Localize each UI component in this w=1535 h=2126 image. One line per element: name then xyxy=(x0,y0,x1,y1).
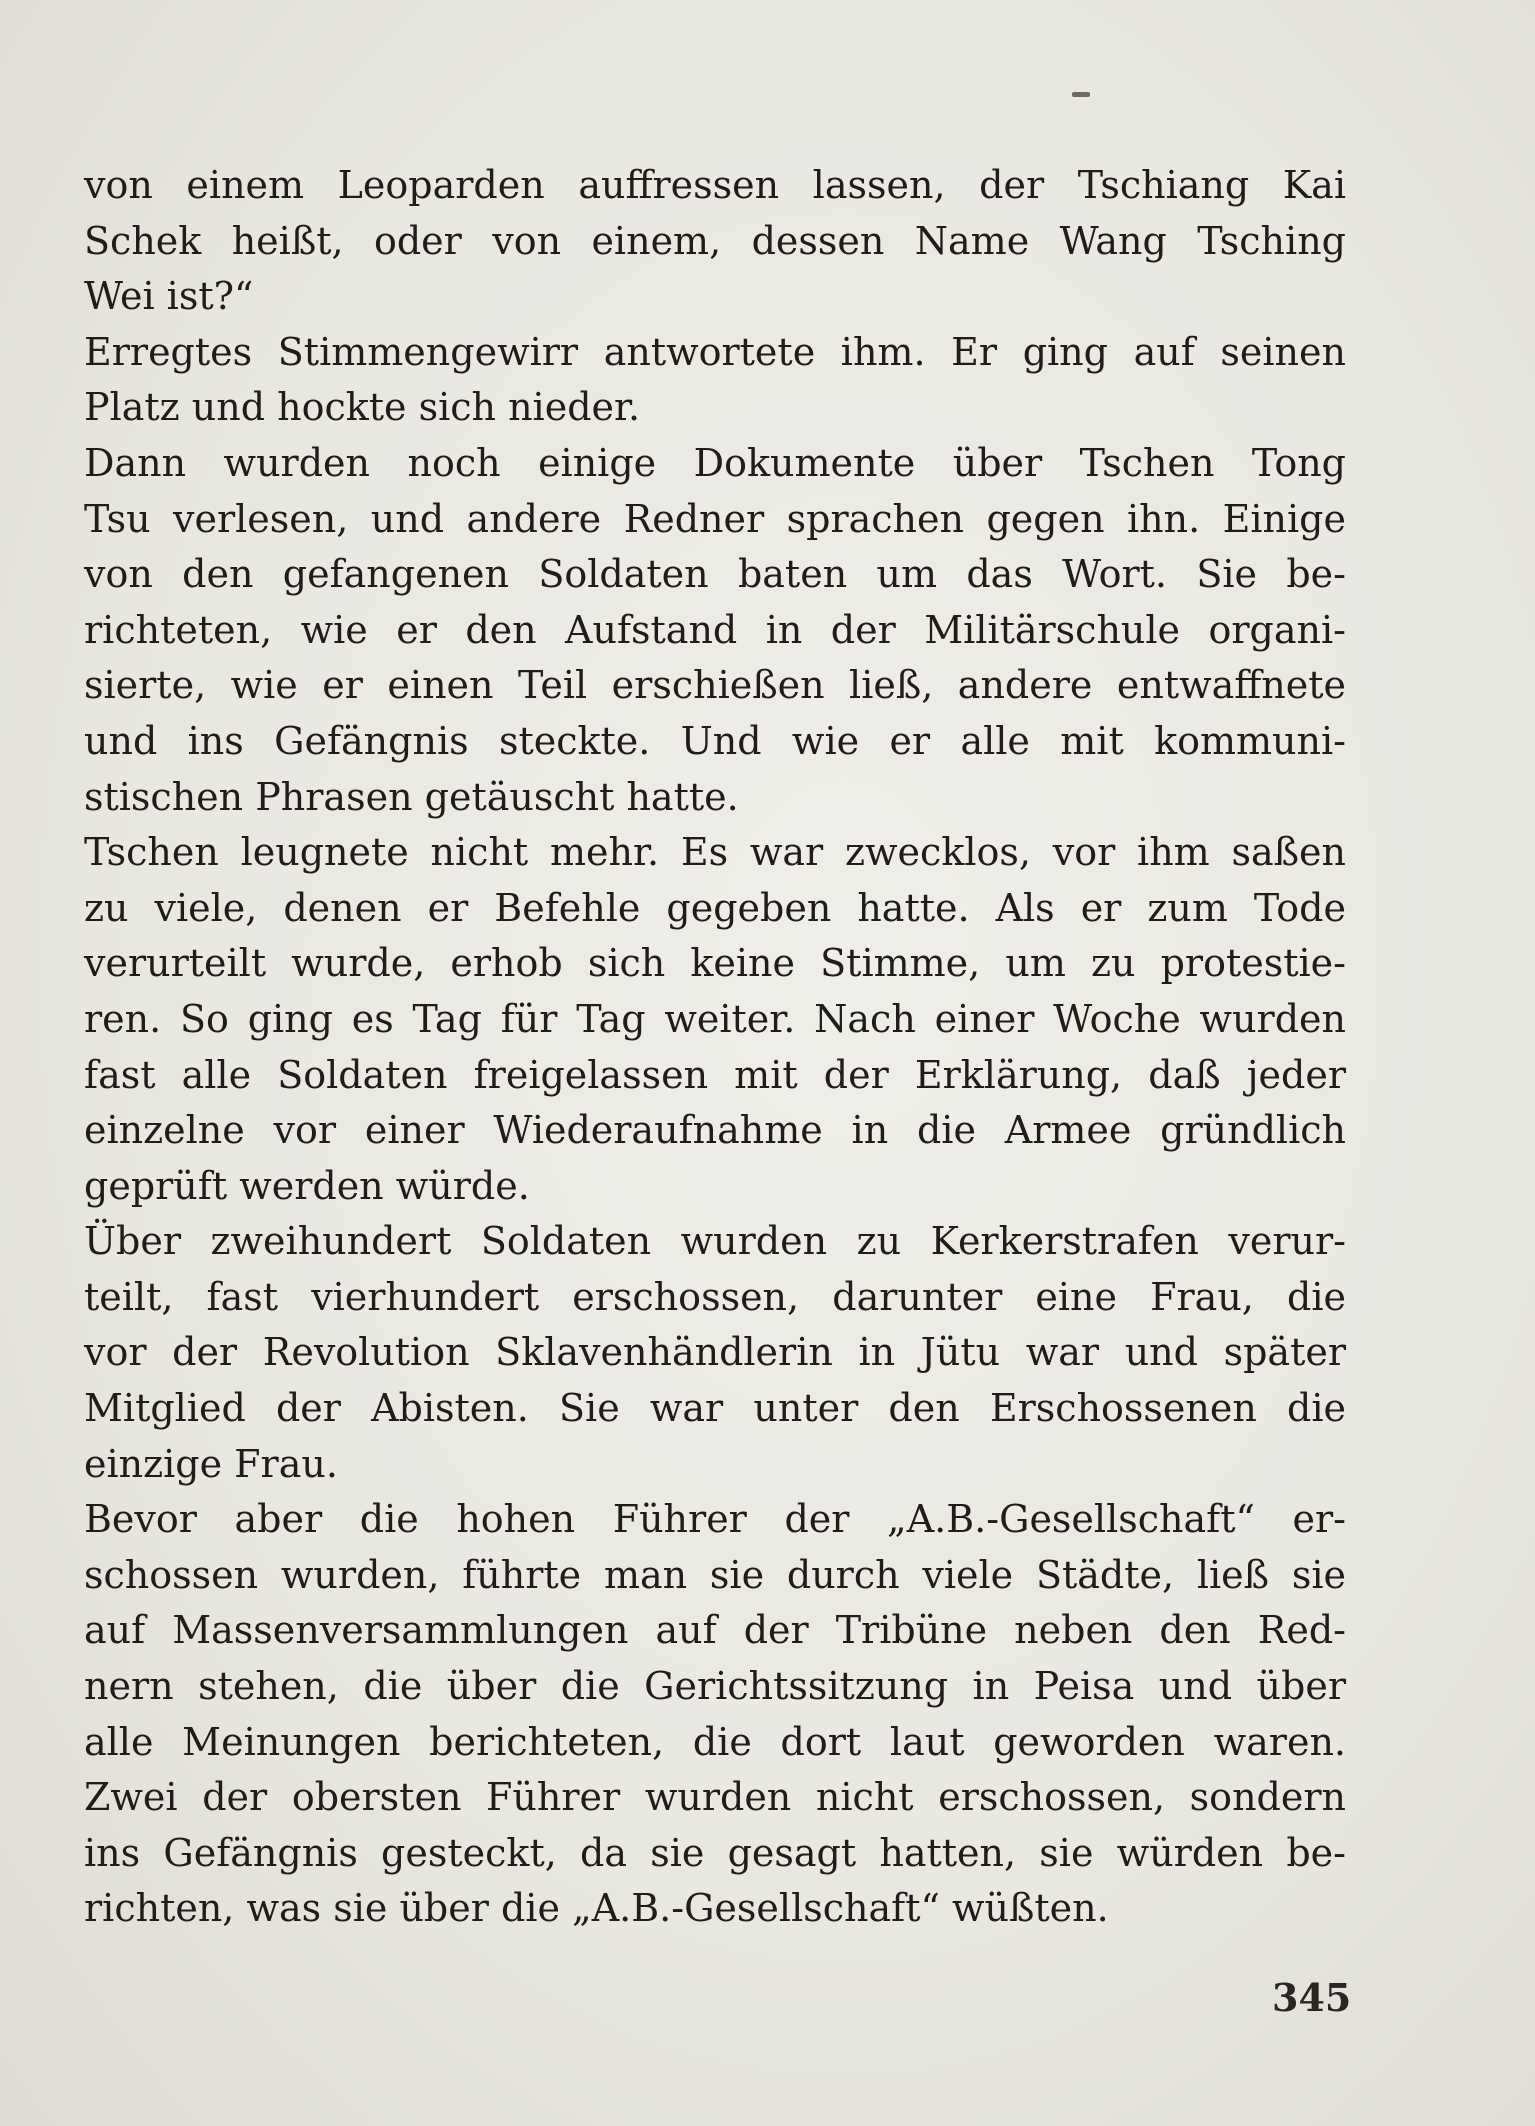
text-line: Tschen leugnete nicht mehr. Es war zwecklos, vor ihm saßen xyxy=(84,830,1346,875)
paragraph xyxy=(84,825,1346,1214)
paragraph xyxy=(84,436,1346,825)
paragraph xyxy=(84,158,1346,325)
text-line: Tsu verlesen, und andere Redner sprachen gegen ihn. Einige xyxy=(84,496,1346,541)
text-line: und ins Gefängnis steckte. Und wie er alle mit kommuni- xyxy=(84,718,1346,763)
text-line: Erregtes Stimmengewirr antwortete ihm. Er ging auf seinen xyxy=(84,329,1346,374)
text-line: Über zweihundert Soldaten wurden zu Kerkerstrafen verur- xyxy=(84,1219,1346,1264)
text-line: Wei ist?“ xyxy=(84,274,254,319)
text-line: zu viele, denen er Befehle gegeben hatte. Als er zum Tode xyxy=(84,885,1346,930)
text-line: nern stehen, die über die Gerichtssitzung in Peisa und über xyxy=(84,1664,1346,1709)
paragraph xyxy=(84,1492,1346,1937)
text-line: Mitglied der Abisten. Sie war unter den Erschossenen die xyxy=(84,1386,1346,1431)
body-text xyxy=(84,158,1346,1937)
text-line: ren. So ging es Tag für Tag weiter. Nach einer Woche wurden xyxy=(84,996,1346,1041)
text-line: vor der Revolution Sklavenhändlerin in Jütu war und später xyxy=(84,1330,1346,1375)
text-line: Zwei der obersten Führer wurden nicht erschossen, sondern xyxy=(84,1775,1346,1820)
paragraph xyxy=(84,325,1346,436)
print-mark xyxy=(1072,92,1090,97)
text-line: von den gefangenen Soldaten baten um das Wort. Sie be- xyxy=(84,552,1346,597)
page-number: 345 xyxy=(1272,1975,1352,2020)
text-line: sierte, wie er einen Teil erschießen ließ, andere entwaffnete xyxy=(84,663,1346,708)
paragraph xyxy=(84,1214,1346,1492)
text-line: geprüft werden würde. xyxy=(84,1163,530,1208)
text-line: richten, was sie über die „A.B.-Gesellschaft“ wüßten. xyxy=(84,1886,1109,1931)
text-line: verurteilt wurde, erhob sich keine Stimme, um zu protestie- xyxy=(84,941,1346,986)
text-line: von einem Leoparden auffressen lassen, der Tschiang Kai xyxy=(84,163,1346,207)
text-line: Dann wurden noch einige Dokumente über Tschen Tong xyxy=(84,440,1346,485)
text-line: ins Gefängnis gesteckt, da sie gesagt hatten, sie würden be- xyxy=(84,1830,1346,1875)
text-line: fast alle Soldaten freigelassen mit der Erklärung, daß jeder xyxy=(84,1052,1346,1097)
text-line: stischen Phrasen getäuscht hatte. xyxy=(84,774,739,819)
text-line: richteten, wie er den Aufstand in der Militärschule organi- xyxy=(84,607,1346,652)
text-line: teilt, fast vierhundert erschossen, darunter eine Frau, die xyxy=(84,1274,1346,1319)
text-line: einzige Frau. xyxy=(84,1441,338,1486)
text-line: Bevor aber die hohen Führer der „A.B.-Gesellschaft“ er- xyxy=(84,1497,1346,1542)
text-line: alle Meinungen berichteten, die dort laut geworden waren. xyxy=(84,1719,1346,1764)
text-line: Schek heißt, oder von einem, dessen Name Wang Tsching xyxy=(84,218,1346,263)
text-line: schossen wurden, führte man sie durch viele Städte, ließ sie xyxy=(84,1552,1346,1597)
text-line: einzelne vor einer Wiederaufnahme in die Armee gründlich xyxy=(84,1108,1346,1153)
text-line: Platz und hockte sich nieder. xyxy=(84,385,641,430)
text-line: auf Massenversammlungen auf der Tribüne neben den Red- xyxy=(84,1608,1346,1653)
